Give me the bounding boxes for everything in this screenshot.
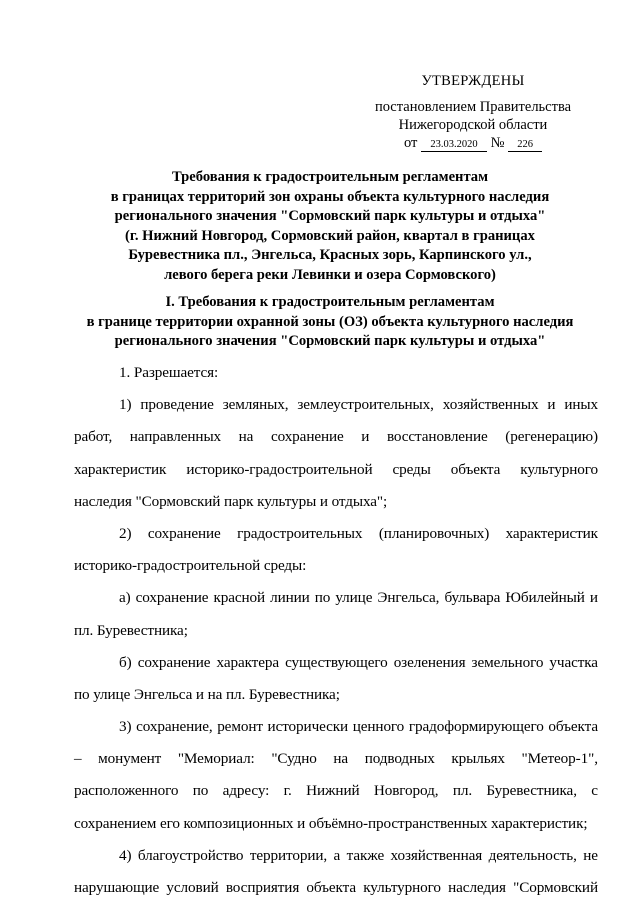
paragraph-line (74, 843, 598, 868)
word: проведение (140, 396, 214, 414)
paragraph-line: пл. Буревестника; (74, 621, 188, 639)
title-line: регионального значения "Сормовский парк культуры и отдыха" (114, 208, 546, 224)
word: также (346, 846, 385, 864)
word: характеристик (74, 460, 167, 478)
word: б) (119, 653, 132, 671)
word: по (314, 589, 331, 607)
word: объекта (450, 460, 501, 478)
word: объекта (306, 879, 357, 896)
word: характеристик (505, 524, 598, 542)
word: пл. (452, 782, 473, 800)
paragraph-line (74, 585, 598, 610)
word: исторически (267, 718, 349, 736)
word: земляных, (222, 396, 289, 414)
word: восстановление (386, 428, 488, 446)
paragraph-line (74, 457, 598, 482)
paragraph-line (74, 650, 598, 675)
paragraph-line: наследия "Сормовский парк культуры и отдыха"; (74, 492, 388, 510)
number-sign: № (490, 135, 505, 151)
word: деятельность, (488, 846, 577, 864)
word: линии (270, 589, 310, 607)
section-line: I. Требования к градостроительным регламентам (165, 294, 495, 310)
paragraph-line (74, 746, 598, 771)
approval-date-line (358, 134, 588, 152)
word: градоформирующего (408, 718, 544, 736)
word: по (192, 782, 209, 800)
paragraph-line: историко-градостроительной среды: (74, 557, 307, 575)
word: (регенерацию) (505, 428, 598, 446)
word: землеустроительных, (297, 396, 434, 414)
word: "Метеор-1", (521, 750, 598, 768)
word: историко-градостроительной (186, 460, 373, 478)
title-line: Требования к градостроительным регламентам (171, 169, 489, 185)
word: "Судно (271, 750, 317, 768)
word: культурного (520, 460, 598, 478)
date-value: 23.03.2020 (421, 138, 487, 152)
word: градостроительных (237, 524, 363, 542)
word: 2) (119, 524, 132, 542)
word: характера (216, 653, 279, 671)
word: участка (549, 653, 598, 671)
word: 1) (119, 396, 132, 414)
paragraph-line (74, 875, 598, 900)
word: монумент (98, 750, 162, 768)
word: среды (392, 460, 431, 478)
word: улице (335, 589, 373, 607)
word: бульвара (444, 589, 501, 607)
title-line: в границах территорий зон охраны объекта культурного наследия (110, 188, 550, 205)
word: 4) (119, 846, 132, 864)
word: "Сормовский (513, 879, 598, 896)
word: восприятия (225, 879, 300, 896)
word: сохранение (137, 653, 211, 671)
paragraph-line (74, 778, 598, 803)
title-line: левого берега реки Левинки и озера Сормовского) (164, 266, 496, 283)
word: г. (283, 782, 292, 800)
word: адресу: (222, 782, 270, 800)
word: на (238, 428, 254, 446)
paragraph-allowed: 1. Разрешается: (119, 364, 219, 381)
word: наследия (448, 879, 506, 896)
word: направленных (129, 428, 222, 446)
body-text (74, 360, 598, 900)
paragraph-line (74, 424, 598, 449)
word: озеленения (393, 653, 466, 671)
approval-line-2: Нижегородской области (398, 117, 548, 133)
word: Энгельса, (377, 589, 440, 607)
word: и (589, 589, 598, 607)
paragraph-line (74, 714, 598, 739)
word: сохранение (270, 428, 344, 446)
approval-stamp: УТВЕРЖДЕНЫ (421, 73, 525, 89)
word: сохранение (135, 589, 209, 607)
word: а (333, 846, 341, 864)
word: не (583, 846, 598, 864)
word: Буревестника, (486, 782, 577, 800)
word: красной (213, 589, 266, 607)
paragraph-line: сохранением его композиционных и объёмно-пространственных характеристик; (74, 814, 588, 832)
title-line: (г. Нижний Новгород, Сормовский район, квартал в границах (125, 227, 535, 244)
word: нарушающие (74, 879, 160, 896)
section-heading (60, 293, 600, 352)
word: сохранение (147, 524, 221, 542)
word: с (591, 782, 598, 800)
word: территории, (249, 846, 328, 864)
word: и (547, 396, 556, 414)
word: расположенного (74, 782, 179, 800)
paragraph-line (74, 521, 598, 546)
word: существующего (285, 653, 388, 671)
word: на (333, 750, 349, 768)
word: 3) (119, 718, 132, 736)
document-title (60, 168, 600, 285)
word: условий (166, 879, 219, 896)
word: Новгород, (373, 782, 439, 800)
approval-line-1: постановлением Правительства (374, 99, 572, 115)
word: – (74, 750, 82, 768)
word: (планировочных) (378, 524, 490, 542)
word: культурного (363, 879, 441, 896)
word: ремонт (217, 718, 263, 736)
title-line: Буревестника пл., Энгельса, Красных зорь, Карпинского ул., (128, 247, 532, 263)
word: объекта (548, 718, 598, 736)
word: сохранение, (136, 718, 213, 736)
word: земельного (471, 653, 544, 671)
approval-block (358, 72, 588, 152)
word: хозяйственных (442, 396, 539, 414)
word: ценного (352, 718, 405, 736)
number-value: 226 (508, 138, 542, 152)
word: Юбилейный (505, 589, 585, 607)
date-prefix: от (403, 135, 418, 151)
paragraph-line: по улице Энгельса и на пл. Буревестника; (74, 685, 340, 703)
section-line: в границе территории охранной зоны (ОЗ) объекта культурного наследия (86, 313, 574, 330)
word: работ, (74, 428, 113, 446)
word: иных (564, 396, 598, 414)
word: хозяйственная (390, 846, 483, 864)
paragraph-line (74, 392, 598, 417)
word: "Мемориал: (177, 750, 255, 768)
section-line: регионального значения "Сормовский парк культуры и отдыха" (114, 333, 546, 349)
word: Нижний (306, 782, 360, 800)
word: а) (119, 589, 131, 607)
word: и (361, 428, 370, 446)
word: подводных (364, 750, 435, 768)
word: крыльях (451, 750, 505, 768)
word: благоустройство (137, 846, 244, 864)
